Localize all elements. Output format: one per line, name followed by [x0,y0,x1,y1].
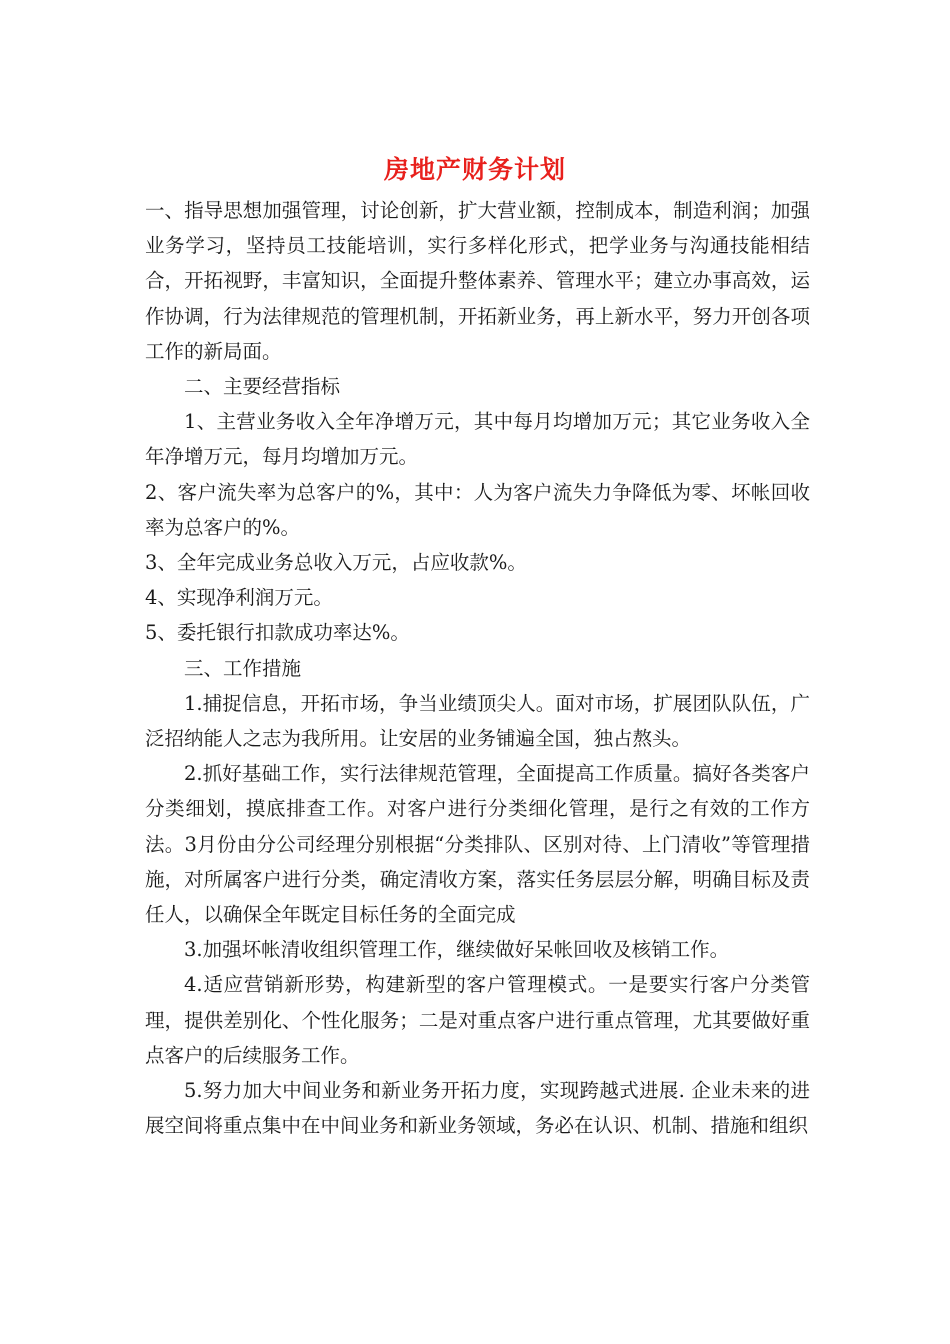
paragraph-indicator-4: 4、实现净利润万元。 [145,586,333,610]
paragraph-indicator-1: 1、主营业务收入全年净增万元，其中每月均增加万元；其它业务收入全年净增万元，每月均增加万元。 [145,410,810,469]
paragraph-measure-1: 1.捕捉信息，开拓市场，争当业绩顶尖人。面对市场，扩展团队队伍，广泛招纳能人之志为我所用。让安居的业务铺遍全国，独占熬头。 [145,691,810,751]
heading-work-measures: 三、工作措施 [184,656,302,680]
document-body [145,193,810,1143]
paragraph-measure-5: 5.努力加大中间业务和新业务开拓力度，实现跨越式进展. 企业未来的进展空间将重点集中在中间业务和新业务领域，务必在认识、机制、措施和组织 [145,1079,810,1138]
paragraph-measure-4: 4.适应营销新形势，构建新型的客户管理模式。一是要实行客户分类管理，提供差别化、个性化服务；二是对重点客户进行重点管理，尤其要做好重点客户的后续服务工作。 [145,973,810,1067]
paragraph-indicator-2: 2、客户流失率为总客户的%，其中：人为客户流失力争降低为零、坏帐回收率为总客户的%。 [145,480,810,539]
paragraph-indicator-3: 3、全年完成业务总收入万元，占应收款%。 [145,551,527,575]
paragraph-indicator-5: 5、委托银行扣款成功率达%。 [145,621,410,645]
document-title: 房地产财务计划 [383,155,566,184]
paragraph-measure-2: 2.抓好基础工作，实行法律规范管理，全面提高工作质量。搞好各类客户分类细划，摸底排查工作。对客户进行分类细化管理，是行之有效的工作方法。3月份由分公司经理分别根据“分类排队、区别对待、上门清收”等管理措施，对所属客户进行分类，确定清收方案，落实任务层层分解，明确目标及责任人，以确保全年既定目标任务的全面完成 [145,762,810,927]
paragraph-measure-3: 3.加强坏帐清收组织管理工作，继续做好呆帐回收及核销工作。 [184,938,730,962]
heading-main-indicators: 二、主要经营指标 [184,375,341,399]
paragraph-guiding-ideology: 一、指导思想加强管理，讨论创新，扩大营业额，控制成本，制造利润；加强业务学习，坚持员工技能培训，实行多样化形式，把学业务与沟通技能相结合，开拓视野，丰富知识，全面提升整体素养、管理水平；建立办事高效，运作协调，行为法律规范的管理机制，开拓新业务，再上新水平，努力开创各项工作的新局面。 [145,199,810,363]
